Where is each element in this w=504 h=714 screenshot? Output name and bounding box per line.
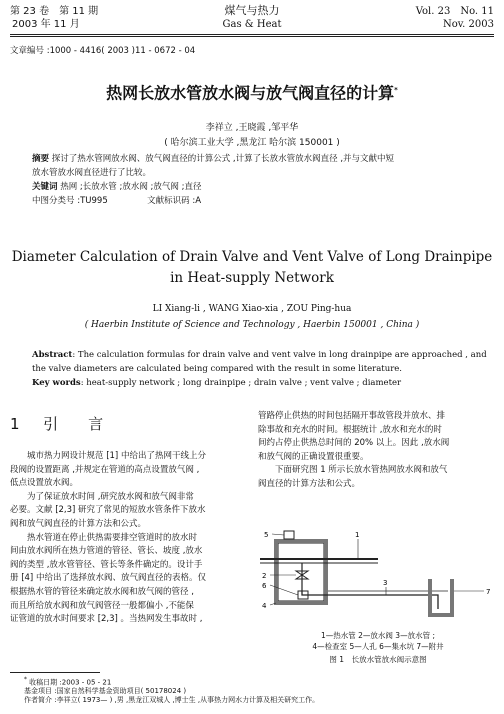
figure-legend-line1: 1—热水管 2—放水阀 3—放水管 ; <box>321 631 435 640</box>
footnote-author: 作者简介 :李祥立( 1973— ) ,男 ,黑龙江双城人 ,博士生 ,从事热力网水力计算及相关研究工作。 <box>24 696 320 705</box>
authors-en: LI Xiang-li , WANG Xiao-xia , ZOU Ping-hua <box>152 304 352 314</box>
left-column-body <box>10 450 250 627</box>
clc-value: TU995 <box>80 196 108 206</box>
affiliation-zh: ( 哈尔滨工业大学 ,黑龙江 哈尔滨 150001 ) <box>164 138 340 148</box>
attached-well-wall-left <box>428 579 432 613</box>
title-en-line1: Diameter Calculation of Drain Valve and Vent Valve of Long Drainpipe <box>11 249 493 265</box>
chamber-roof <box>274 539 328 543</box>
body-line: 管路停止供热的时间包括隔开事故管段并放水、排 <box>258 411 446 421</box>
body-line: 必要。文献 [2,3] 研究了常见的短放水管条件下放水 <box>10 505 206 516</box>
section-1-number: 1 <box>10 415 20 433</box>
keywords-zh-text: 热网 ;长放水管 ;放水阀 ;放气阀 ;直径 <box>60 182 202 192</box>
abstract-en-line1 <box>32 349 487 363</box>
footnote-rule <box>10 672 100 673</box>
right-column-body <box>258 410 498 492</box>
body-line: 间由放水阀所在热力管道的管径、管长、坡度 ,放水 <box>10 546 203 557</box>
body-line: 低点设置放水阀。 <box>10 478 79 489</box>
chamber-wall-right <box>324 543 328 601</box>
doc-code-value: A <box>195 196 202 206</box>
footnote-received-text: 收稿日期 :2003 - 05 - 21 <box>29 678 112 687</box>
body-line: 下面研究图 1 所示长放水管热网放水阀和放气 <box>275 465 448 476</box>
authors-zh: 李祥立 ,王晓霞 ,邹平华 <box>205 123 299 133</box>
figure-legend <box>258 630 498 665</box>
body-line: 根据热水管的管径来确定放水阀和放气阀的管径 , <box>10 586 194 597</box>
figure-label-5: 5 <box>264 531 269 539</box>
title-zh-text: 热网长放水管放水阀与放气阀直径的计算 <box>106 83 395 103</box>
header-rule-thin <box>10 36 494 37</box>
figure-legend-line2: 4—检查室 5—人孔 6—集水坑 7—附井 <box>312 642 444 651</box>
body-line: 为了保证放水时间 ,研究放水阀和放气阀非常 <box>27 491 194 502</box>
footnote-mark: * <box>24 677 27 683</box>
figure-1-diagram <box>258 525 498 625</box>
chamber-floor <box>274 601 328 605</box>
keywords-zh <box>32 181 201 195</box>
header-volume-en: Vol. 23 No. 11 <box>415 6 494 17</box>
title-zh <box>0 80 504 103</box>
body-line: 城市热力网设计规范 [1] 中给出了热网干线上分 <box>27 451 206 461</box>
body-line: 而且所给放水阀和放气阀管径一般都偏小 ,不能保 <box>10 600 194 611</box>
body-line: 间约占停止供热总时间的 20% 以上。因此 ,放水阀 <box>258 438 450 449</box>
manhole <box>284 531 294 539</box>
abstract-en-label: Abstract <box>32 350 73 360</box>
keywords-en-text: : heat-supply network ; long drainpipe ; drain valve ; vent valve ; diameter <box>80 378 402 388</box>
abstract-en-line2: the valve diameters are calculated being compared with the result in some literature. <box>32 364 402 374</box>
body-line: 册 [4] 中给出了选择放水阀、放气阀直径的表格。仅 <box>10 573 206 584</box>
title-footnote-mark: * <box>394 86 398 94</box>
figure-label-7: 7 <box>486 588 491 596</box>
body-line: 和放气阀的正确设置很重要。 <box>258 451 369 462</box>
figure-label-2: 2 <box>262 572 267 580</box>
body-line: 段阀的设置距离 ,并规定在管道的高点设置放气阀 , <box>10 464 200 475</box>
body-line: 热水管道在停止供热需要排空管道时的放水时 <box>27 532 198 543</box>
footnote-received <box>24 676 319 687</box>
abstract-zh-line2: 放水管放水阀直径进行了比较。 <box>32 168 152 178</box>
header-rule <box>10 34 494 35</box>
body-line: 阀和放气阀直径的计算方法和公式。 <box>10 518 147 529</box>
section-1-title: 引 言 <box>43 415 104 433</box>
inspection-chamber-outline <box>278 543 324 601</box>
body-line: 证管道的放水时间要求 [2,3] 。当热网发生事故时 , <box>10 614 203 625</box>
header-date: 2003 年 11 月 <box>12 19 80 30</box>
keywords-zh-label: 关键词 <box>32 182 58 192</box>
body-line: 阀直径的计算方法和公式。 <box>258 478 361 489</box>
figure-label-4: 4 <box>262 602 267 610</box>
abstract-zh-text1: 探讨了热水管网放水阀、放气阀直径的计算公式 ,计算了长放水管放水阀直径 ,并与文献中短 <box>51 154 395 164</box>
header-journal-name-en: Gas & Heat <box>222 19 282 30</box>
drain-pipe <box>302 591 438 609</box>
footnote-fund: 基金项目 :国家自然科学基金资助项目( 50178024 ) <box>24 687 187 696</box>
section-1-heading <box>10 413 103 434</box>
keywords-en <box>32 377 401 391</box>
footnotes <box>24 676 319 705</box>
figure-label-6: 6 <box>262 582 267 590</box>
doc-code-label: 文献标识码 <box>147 196 190 206</box>
leader-line <box>272 534 284 535</box>
keywords-en-label: Key words <box>32 378 81 388</box>
title-en-line2: in Heat-supply Network <box>170 270 334 286</box>
body-line: 除事故和充水的时间。根据统计 ,放水和充水的时 <box>258 424 442 435</box>
clc-label: 中图分类号 <box>32 196 75 206</box>
figure-label-3: 3 <box>383 579 388 587</box>
figure-caption: 图 1 长放水管放水阀示意图 <box>329 655 427 664</box>
abstract-en-text1: : The calculation formulas for drain valve and vent valve in long drainpipe are approached , and <box>72 350 487 360</box>
header-journal-name: 煤气与热力 <box>224 4 280 17</box>
chamber-wall-left <box>274 543 278 601</box>
abstract-zh-line1 <box>32 153 394 167</box>
header-volume-issue: 第 23 卷 第 11 期 <box>10 6 99 17</box>
classification-line: 中图分类号 :TU995 文献标识码 :A <box>32 196 202 206</box>
attached-well-wall-right <box>450 579 454 613</box>
abstract-zh-label: 摘要 <box>32 154 50 164</box>
affiliation-en: ( Haerbin Institute of Science and Technology , Haerbin 150001 , China ) <box>84 320 420 330</box>
header-date-en: Nov. 2003 <box>442 19 494 30</box>
attached-well-floor <box>428 613 454 617</box>
body-line: 阀的类型 ,放水管管径、管长等条件确定的。设计手 <box>10 559 203 570</box>
figure-label-1: 1 <box>355 531 360 539</box>
article-number: 文章编号 :1000 - 4416( 2003 )11 - 0672 - 04 <box>10 46 196 56</box>
